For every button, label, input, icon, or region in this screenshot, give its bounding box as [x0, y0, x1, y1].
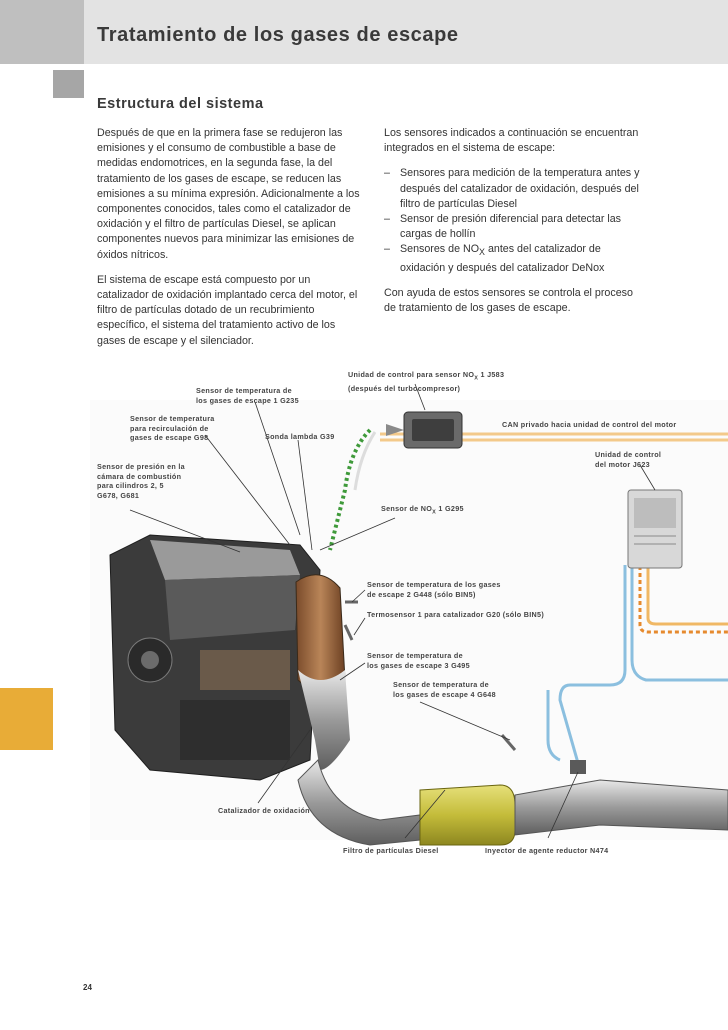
text-column-right [384, 126, 646, 326]
side-accent-tab [0, 688, 53, 750]
label-pressure-sensor: Sensor de presión en la cámara de combustión para cilindros 2, 5 G678, G681 [97, 462, 185, 500]
label-dpf: Filtro de partículas Diesel [343, 846, 439, 855]
label-oxidation-catalyst: Catalizador de oxidación [218, 806, 310, 815]
page-number: 24 [83, 983, 92, 992]
label-g448: Sensor de temperatura de los gases de escape 2 G448 (sólo BIN5) [367, 580, 501, 599]
paragraph: Después de que en la primera fase se redujeron las emisiones y el consumo de combustible a base de medidas endomotrices, en la segunda fase, la del tratamiento de los gases de escape, se reducen las emisiones a su mínima expresión. Adicionalmente a los componentes conocidos, tales como el catalizador de oxidación y el filtro de partículas Diesel, se aplican componentes nuevos para minimizar las emisiones de óxidos nítricos. [97, 127, 360, 261]
list-item: – Sensor de presión diferencial para detectar las cargas de hollín [384, 213, 622, 241]
exhaust-system-illustration [0, 340, 728, 860]
header-accent-block [53, 70, 84, 98]
label-j583: Unidad de control para sensor $NO_X$ 1 J583 (después del turbocompresor) [348, 370, 505, 393]
text-column-left [97, 126, 362, 359]
list-item: – Sensores de $NO_X$ antes del catalizador de oxidación y después del catalizador DeNox [384, 243, 605, 274]
header-tab [0, 0, 84, 64]
paragraph: Con ayuda de estos sensores se controla el proceso de tratamiento de los gases de escape. [384, 286, 633, 315]
dash-bullet: – [384, 167, 390, 180]
dash-bullet: – [384, 243, 390, 256]
injector-n474 [570, 760, 586, 774]
label-g20: Termosensor 1 para catalizador G20 (sólo BIN5) [367, 610, 545, 619]
label-g495: Sensor de temperatura de los gases de escape 3 G495 [367, 651, 470, 670]
oxidation-catalyst [296, 575, 345, 690]
label-g98: Sensor de temperatura para recirculación de gases de escape G98 [130, 414, 215, 442]
diesel-particulate-filter [420, 785, 515, 845]
label-g235: Sensor de temperatura de los gases de escape 1 G235 [196, 386, 299, 405]
sensor-list [384, 166, 646, 276]
dash-bullet: – [384, 213, 390, 226]
page-title: Tratamiento de los gases de escape [97, 24, 459, 46]
paragraph: El sistema de escape está compuesto por un catalizador de oxidación implantado cerca del motor, el filtro de partículas dotado de un recubrimiento específico, el sistema del tratamiento activo de los gases de escape y el silenciador. [97, 273, 358, 347]
label-g295: Sensor de $NO_X$ 1 G295 [381, 504, 464, 516]
label-g39: Sonda lambda G39 [265, 432, 335, 441]
exhaust-system-figure [0, 340, 728, 860]
label-j623: Unidad de control del motor J623 [595, 450, 662, 469]
label-injector: Inyector de agente reductor N474 [485, 846, 609, 855]
paragraph: Los sensores indicados a continuación se encuentran integrados en el sistema de escape: [384, 127, 639, 155]
label-g648: Sensor de temperatura de los gases de escape 4 G648 [393, 680, 496, 699]
label-can: CAN privado hacia unidad de control del motor [502, 420, 677, 429]
section-title: Estructura del sistema [97, 96, 264, 112]
list-item: – Sensores para medición de la temperatura antes y después del catalizador de oxidación, después del filtro de partículas Diesel [384, 167, 640, 210]
